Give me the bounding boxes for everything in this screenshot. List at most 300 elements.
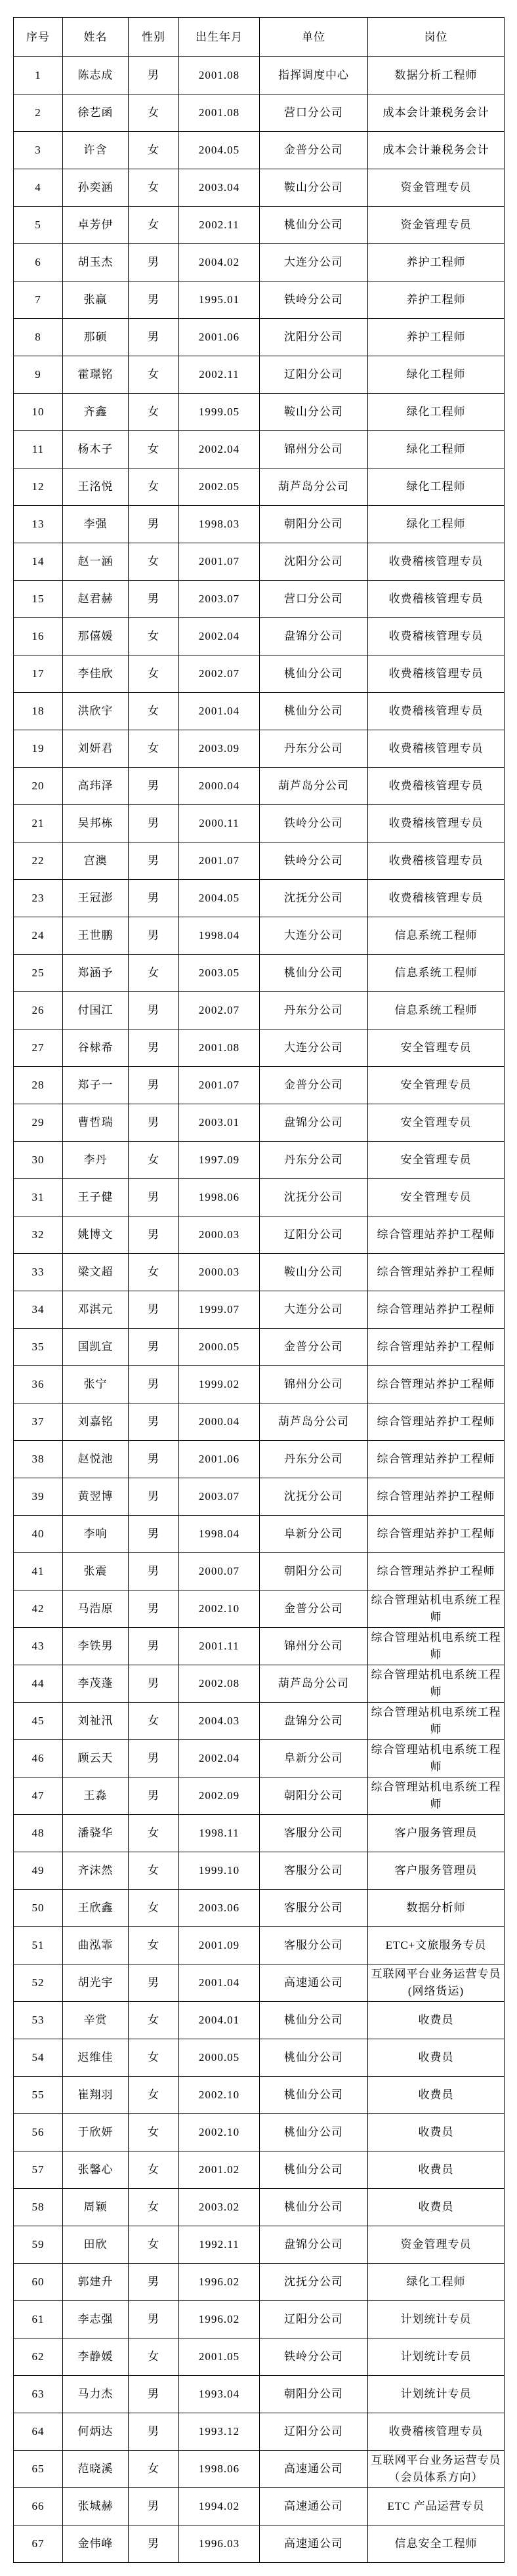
cell-unit: 辽阳分公司 [260, 356, 368, 394]
cell-position: 收费稽核管理专员 [368, 655, 505, 693]
cell-gender: 男 [129, 992, 179, 1029]
cell-unit: 辽阳分公司 [260, 1216, 368, 1254]
table-row [14, 281, 505, 319]
cell-index: 57 [14, 2151, 63, 2189]
cell-index: 9 [14, 356, 63, 394]
cell-birth-date: 1998.06 [179, 2451, 260, 2488]
cell-position: 信息安全工程师 [368, 2525, 505, 2563]
personnel-roster-table [13, 17, 505, 2563]
cell-birth-date: 2003.09 [179, 730, 260, 768]
cell-gender: 女 [129, 2189, 179, 2226]
cell-unit: 丹东分公司 [260, 992, 368, 1029]
cell-gender: 男 [129, 917, 179, 955]
table-row [14, 2525, 505, 2563]
cell-unit: 桃仙分公司 [260, 2189, 368, 2226]
cell-gender: 男 [129, 1179, 179, 1216]
cell-position: 资金管理专员 [368, 169, 505, 207]
cell-birth-date: 2000.05 [179, 1329, 260, 1366]
cell-gender: 女 [129, 2002, 179, 2039]
cell-position: 综合管理站机电系统工程师 [368, 1665, 505, 1703]
cell-birth-date: 2003.07 [179, 1478, 260, 1516]
cell-name: 郑子一 [63, 1067, 129, 1104]
table-row [14, 468, 505, 506]
cell-gender: 男 [129, 2413, 179, 2451]
table-row [14, 992, 505, 1029]
cell-unit: 铁岭分公司 [260, 842, 368, 880]
cell-unit: 沈阳分公司 [260, 543, 368, 581]
cell-gender: 男 [129, 1029, 179, 1067]
cell-unit: 沈抚分公司 [260, 2264, 368, 2301]
cell-position: 养护工程师 [368, 319, 505, 356]
cell-name: 杨木子 [63, 431, 129, 468]
cell-position: 收费稽核管理专员 [368, 693, 505, 730]
cell-unit: 桃仙分公司 [260, 207, 368, 244]
cell-gender: 男 [129, 2488, 179, 2525]
cell-unit: 鞍山分公司 [260, 1254, 368, 1291]
cell-index: 11 [14, 431, 63, 468]
table-row [14, 730, 505, 768]
cell-gender: 女 [129, 955, 179, 992]
cell-unit: 高速通公司 [260, 2451, 368, 2488]
cell-position: 综合管理站养护工程师 [368, 1441, 505, 1478]
cell-position: 收费员 [368, 2002, 505, 2039]
cell-position: 综合管理站机电系统工程师 [368, 1777, 505, 1815]
cell-unit: 桃仙分公司 [260, 2114, 368, 2151]
table-row [14, 2451, 505, 2488]
cell-birth-date: 2001.11 [179, 1628, 260, 1665]
cell-gender: 男 [129, 1553, 179, 1590]
cell-index: 46 [14, 1740, 63, 1777]
table-row [14, 506, 505, 543]
cell-position: 信息系统工程师 [368, 955, 505, 992]
cell-unit: 锦州分公司 [260, 1628, 368, 1665]
table-row [14, 2002, 505, 2039]
cell-birth-date: 2002.05 [179, 468, 260, 506]
cell-gender: 男 [129, 1516, 179, 1553]
cell-gender: 男 [129, 1329, 179, 1366]
cell-unit: 桃仙分公司 [260, 693, 368, 730]
cell-birth-date: 2002.08 [179, 1665, 260, 1703]
cell-gender: 男 [129, 1777, 179, 1815]
cell-unit: 盘锦分公司 [260, 1703, 368, 1740]
cell-gender: 女 [129, 2151, 179, 2189]
cell-name: 李响 [63, 1516, 129, 1553]
cell-position: 绿化工程师 [368, 2264, 505, 2301]
cell-unit: 大连分公司 [260, 917, 368, 955]
header-gender: 性别 [129, 18, 179, 57]
cell-position: 综合管理站机电系统工程师 [368, 1703, 505, 1740]
cell-position: 收费稽核管理专员 [368, 805, 505, 842]
table-row [14, 1142, 505, 1179]
cell-unit: 桃仙分公司 [260, 2039, 368, 2077]
cell-birth-date: 1997.09 [179, 1142, 260, 1179]
cell-unit: 阜新分公司 [260, 1740, 368, 1777]
cell-index: 59 [14, 2226, 63, 2264]
cell-unit: 沈阳分公司 [260, 319, 368, 356]
cell-birth-date: 2003.01 [179, 1104, 260, 1142]
cell-position: 安全管理专员 [368, 1179, 505, 1216]
cell-name: 陈志成 [63, 57, 129, 94]
cell-unit: 辽阳分公司 [260, 2413, 368, 2451]
cell-index: 39 [14, 1478, 63, 1516]
cell-unit: 朝阳分公司 [260, 506, 368, 543]
cell-unit: 朝阳分公司 [260, 2376, 368, 2413]
cell-birth-date: 1996.03 [179, 2525, 260, 2563]
cell-position: 收费员 [368, 2189, 505, 2226]
cell-birth-date: 1999.05 [179, 394, 260, 431]
cell-position: 综合管理站养护工程师 [368, 1254, 505, 1291]
cell-position: 养护工程师 [368, 244, 505, 281]
cell-index: 37 [14, 1403, 63, 1441]
cell-birth-date: 2002.11 [179, 356, 260, 394]
cell-unit: 金普分公司 [260, 1067, 368, 1104]
cell-birth-date: 1996.02 [179, 2264, 260, 2301]
cell-name: 李丹 [63, 1142, 129, 1179]
cell-name: 胡玉杰 [63, 244, 129, 281]
cell-index: 32 [14, 1216, 63, 1254]
cell-name: 国凯宣 [63, 1329, 129, 1366]
table-row [14, 2488, 505, 2525]
cell-name: 曹哲瑞 [63, 1104, 129, 1142]
cell-gender: 男 [129, 805, 179, 842]
cell-unit: 葫芦岛分公司 [260, 768, 368, 805]
cell-birth-date: 2004.05 [179, 880, 260, 917]
cell-name: 张震 [63, 1553, 129, 1590]
table-row [14, 1665, 505, 1703]
cell-unit: 高速通公司 [260, 1964, 368, 2002]
cell-name: 付国江 [63, 992, 129, 1029]
cell-unit: 客服分公司 [260, 1815, 368, 1852]
cell-unit: 桃仙分公司 [260, 2002, 368, 2039]
cell-name: 郑涵予 [63, 955, 129, 992]
cell-unit: 盘锦分公司 [260, 1104, 368, 1142]
cell-gender: 男 [129, 1216, 179, 1254]
cell-unit: 金普分公司 [260, 1590, 368, 1628]
cell-name: 王冠澎 [63, 880, 129, 917]
cell-position: 绿化工程师 [368, 394, 505, 431]
cell-index: 41 [14, 1553, 63, 1590]
cell-unit: 客服分公司 [260, 1890, 368, 1927]
table-row [14, 2189, 505, 2226]
cell-gender: 男 [129, 2525, 179, 2563]
cell-birth-date: 2002.04 [179, 618, 260, 655]
cell-position: 数据分析工程师 [368, 57, 505, 94]
cell-name: 田欣 [63, 2226, 129, 2264]
cell-gender: 男 [129, 1366, 179, 1403]
cell-gender: 男 [129, 880, 179, 917]
cell-index: 36 [14, 1366, 63, 1403]
cell-index: 35 [14, 1329, 63, 1366]
cell-position: 综合管理站养护工程师 [368, 1478, 505, 1516]
table-row [14, 1254, 505, 1291]
cell-name: 李志强 [63, 2301, 129, 2338]
cell-position: 绿化工程师 [368, 431, 505, 468]
cell-index: 19 [14, 730, 63, 768]
cell-unit: 鞍山分公司 [260, 394, 368, 431]
cell-position: 信息系统工程师 [368, 992, 505, 1029]
cell-gender: 女 [129, 1890, 179, 1927]
cell-name: 许含 [63, 132, 129, 169]
cell-gender: 女 [129, 1703, 179, 1740]
cell-position: 收费稽核管理专员 [368, 730, 505, 768]
cell-birth-date: 2000.05 [179, 2039, 260, 2077]
cell-gender: 女 [129, 730, 179, 768]
cell-birth-date: 2002.07 [179, 655, 260, 693]
cell-index: 52 [14, 1964, 63, 2002]
table-row [14, 1329, 505, 1366]
cell-gender: 女 [129, 1852, 179, 1890]
cell-birth-date: 2000.11 [179, 805, 260, 842]
cell-gender: 男 [129, 1291, 179, 1329]
cell-unit: 葫芦岛分公司 [260, 1403, 368, 1441]
cell-index: 4 [14, 169, 63, 207]
table-row [14, 1067, 505, 1104]
cell-unit: 桃仙分公司 [260, 955, 368, 992]
table-row [14, 581, 505, 618]
cell-position: 收费稽核管理专员 [368, 618, 505, 655]
cell-birth-date: 2001.04 [179, 1964, 260, 2002]
cell-index: 3 [14, 132, 63, 169]
cell-index: 47 [14, 1777, 63, 1815]
table-row [14, 543, 505, 581]
cell-name: 李佳欣 [63, 655, 129, 693]
cell-gender: 女 [129, 394, 179, 431]
cell-unit: 沈抚分公司 [260, 1478, 368, 1516]
cell-gender: 女 [129, 431, 179, 468]
cell-birth-date: 2002.07 [179, 992, 260, 1029]
cell-position: 收费员 [368, 2039, 505, 2077]
cell-unit: 指挥调度中心 [260, 57, 368, 94]
cell-position: 互联网平台业务运营专员（会员体系方向） [368, 2451, 505, 2488]
cell-position: 资金管理专员 [368, 2226, 505, 2264]
table-row [14, 431, 505, 468]
cell-gender: 男 [129, 281, 179, 319]
cell-index: 20 [14, 768, 63, 805]
table-row [14, 1815, 505, 1852]
table-row [14, 1478, 505, 1516]
cell-birth-date: 2001.07 [179, 842, 260, 880]
cell-unit: 大连分公司 [260, 244, 368, 281]
cell-position: 资金管理专员 [368, 207, 505, 244]
cell-index: 33 [14, 1254, 63, 1291]
cell-birth-date: 2000.04 [179, 1403, 260, 1441]
cell-gender: 男 [129, 1067, 179, 1104]
table-row [14, 2338, 505, 2376]
cell-gender: 女 [129, 94, 179, 132]
cell-position: 绿化工程师 [368, 506, 505, 543]
cell-index: 1 [14, 57, 63, 94]
cell-birth-date: 2001.07 [179, 543, 260, 581]
cell-position: 收费稽核管理专员 [368, 768, 505, 805]
cell-unit: 葫芦岛分公司 [260, 468, 368, 506]
cell-unit: 桃仙分公司 [260, 655, 368, 693]
cell-birth-date: 1993.04 [179, 2376, 260, 2413]
header-index: 序号 [14, 18, 63, 57]
cell-position: 综合管理站养护工程师 [368, 1403, 505, 1441]
cell-index: 27 [14, 1029, 63, 1067]
cell-unit: 锦州分公司 [260, 1366, 368, 1403]
cell-index: 45 [14, 1703, 63, 1740]
cell-index: 6 [14, 244, 63, 281]
table-row [14, 1366, 505, 1403]
table-row [14, 1516, 505, 1553]
cell-gender: 女 [129, 1927, 179, 1964]
cell-gender: 男 [129, 1441, 179, 1478]
cell-position: 计划统计专员 [368, 2301, 505, 2338]
cell-name: 潘骁华 [63, 1815, 129, 1852]
cell-birth-date: 2000.04 [179, 768, 260, 805]
cell-gender: 女 [129, 1254, 179, 1291]
cell-position: ETC 产品运营专员 [368, 2488, 505, 2525]
table-row [14, 1964, 505, 2002]
cell-gender: 男 [129, 1104, 179, 1142]
cell-unit: 客服分公司 [260, 1927, 368, 1964]
cell-position: 综合管理站养护工程师 [368, 1291, 505, 1329]
cell-unit: 锦州分公司 [260, 431, 368, 468]
cell-name: 徐艺函 [63, 94, 129, 132]
cell-index: 54 [14, 2039, 63, 2077]
cell-index: 30 [14, 1142, 63, 1179]
table-row [14, 319, 505, 356]
cell-birth-date: 1999.10 [179, 1852, 260, 1890]
cell-unit: 大连分公司 [260, 1291, 368, 1329]
cell-index: 24 [14, 917, 63, 955]
cell-birth-date: 2001.08 [179, 1029, 260, 1067]
cell-position: 综合管理站养护工程师 [368, 1216, 505, 1254]
table-row [14, 1403, 505, 1441]
cell-gender: 男 [129, 1628, 179, 1665]
cell-name: 齐沫然 [63, 1852, 129, 1890]
cell-gender: 男 [129, 57, 179, 94]
cell-unit: 盘锦分公司 [260, 618, 368, 655]
cell-gender: 男 [129, 1665, 179, 1703]
cell-position: 养护工程师 [368, 281, 505, 319]
cell-birth-date: 1998.06 [179, 1179, 260, 1216]
cell-position: 计划统计专员 [368, 2376, 505, 2413]
cell-name: 高玮泽 [63, 768, 129, 805]
cell-index: 25 [14, 955, 63, 992]
table-header [14, 18, 505, 57]
cell-unit: 丹东分公司 [260, 1441, 368, 1478]
cell-index: 22 [14, 842, 63, 880]
cell-gender: 男 [129, 319, 179, 356]
cell-index: 50 [14, 1890, 63, 1927]
cell-birth-date: 2002.04 [179, 1740, 260, 1777]
table-row [14, 2413, 505, 2451]
cell-index: 61 [14, 2301, 63, 2338]
cell-position: 绿化工程师 [368, 468, 505, 506]
cell-birth-date: 2003.04 [179, 169, 260, 207]
table-row [14, 1628, 505, 1665]
cell-index: 28 [14, 1067, 63, 1104]
cell-birth-date: 2002.10 [179, 1590, 260, 1628]
cell-name: 赵悦池 [63, 1441, 129, 1478]
cell-name: 李铁男 [63, 1628, 129, 1665]
cell-gender: 女 [129, 2338, 179, 2376]
cell-position: 安全管理专员 [368, 1029, 505, 1067]
cell-gender: 男 [129, 2264, 179, 2301]
cell-birth-date: 1999.07 [179, 1291, 260, 1329]
cell-name: 邓淇元 [63, 1291, 129, 1329]
cell-birth-date: 2001.02 [179, 2151, 260, 2189]
cell-position: 收费员 [368, 2077, 505, 2114]
table-body [14, 57, 505, 2563]
cell-birth-date: 2000.03 [179, 1216, 260, 1254]
cell-gender: 女 [129, 693, 179, 730]
cell-name: 梁文超 [63, 1254, 129, 1291]
cell-position: 综合管理站机电系统工程师 [368, 1740, 505, 1777]
table-row [14, 1590, 505, 1628]
cell-index: 2 [14, 94, 63, 132]
cell-name: 范晓溪 [63, 2451, 129, 2488]
cell-birth-date: 1994.02 [179, 2488, 260, 2525]
cell-birth-date: 1998.04 [179, 917, 260, 955]
cell-position: 安全管理专员 [368, 1142, 505, 1179]
cell-name: 那僖媛 [63, 618, 129, 655]
cell-birth-date: 1995.01 [179, 281, 260, 319]
cell-birth-date: 2004.02 [179, 244, 260, 281]
cell-name: 李强 [63, 506, 129, 543]
cell-index: 43 [14, 1628, 63, 1665]
cell-birth-date: 2001.09 [179, 1927, 260, 1964]
cell-index: 48 [14, 1815, 63, 1852]
table-row [14, 2151, 505, 2189]
cell-unit: 铁岭分公司 [260, 281, 368, 319]
cell-name: 刘嘉铭 [63, 1403, 129, 1441]
cell-name: 张宁 [63, 1366, 129, 1403]
cell-birth-date: 2001.05 [179, 2338, 260, 2376]
cell-position: 收费稽核管理专员 [368, 581, 505, 618]
cell-birth-date: 2001.06 [179, 319, 260, 356]
cell-birth-date: 1998.04 [179, 1516, 260, 1553]
cell-gender: 女 [129, 207, 179, 244]
cell-birth-date: 2002.04 [179, 431, 260, 468]
table-row [14, 2226, 505, 2264]
cell-gender: 女 [129, 169, 179, 207]
cell-position: 安全管理专员 [368, 1067, 505, 1104]
cell-unit: 金普分公司 [260, 1329, 368, 1366]
cell-index: 31 [14, 1179, 63, 1216]
cell-unit: 大连分公司 [260, 1029, 368, 1067]
cell-gender: 男 [129, 2301, 179, 2338]
cell-position: 综合管理站养护工程师 [368, 1516, 505, 1553]
header-unit: 单位 [260, 18, 368, 57]
cell-position: 综合管理站养护工程师 [368, 1553, 505, 1590]
table-row [14, 1179, 505, 1216]
cell-gender: 男 [129, 1478, 179, 1516]
cell-birth-date: 2004.03 [179, 1703, 260, 1740]
header-position: 岗位 [368, 18, 505, 57]
table-row [14, 693, 505, 730]
cell-name: 张馨心 [63, 2151, 129, 2189]
table-row [14, 394, 505, 431]
table-row [14, 57, 505, 94]
table-row [14, 1703, 505, 1740]
cell-unit: 金普分公司 [260, 132, 368, 169]
cell-gender: 女 [129, 1815, 179, 1852]
table-row [14, 2376, 505, 2413]
cell-birth-date: 2001.04 [179, 693, 260, 730]
cell-position: 收费稽核管理专员 [368, 2413, 505, 2451]
cell-name: 谷梂希 [63, 1029, 129, 1067]
cell-birth-date: 1992.11 [179, 2226, 260, 2264]
cell-gender: 男 [129, 1964, 179, 2002]
table-row [14, 94, 505, 132]
cell-gender: 男 [129, 581, 179, 618]
cell-index: 14 [14, 543, 63, 581]
table-row [14, 1441, 505, 1478]
cell-unit: 朝阳分公司 [260, 1553, 368, 1590]
